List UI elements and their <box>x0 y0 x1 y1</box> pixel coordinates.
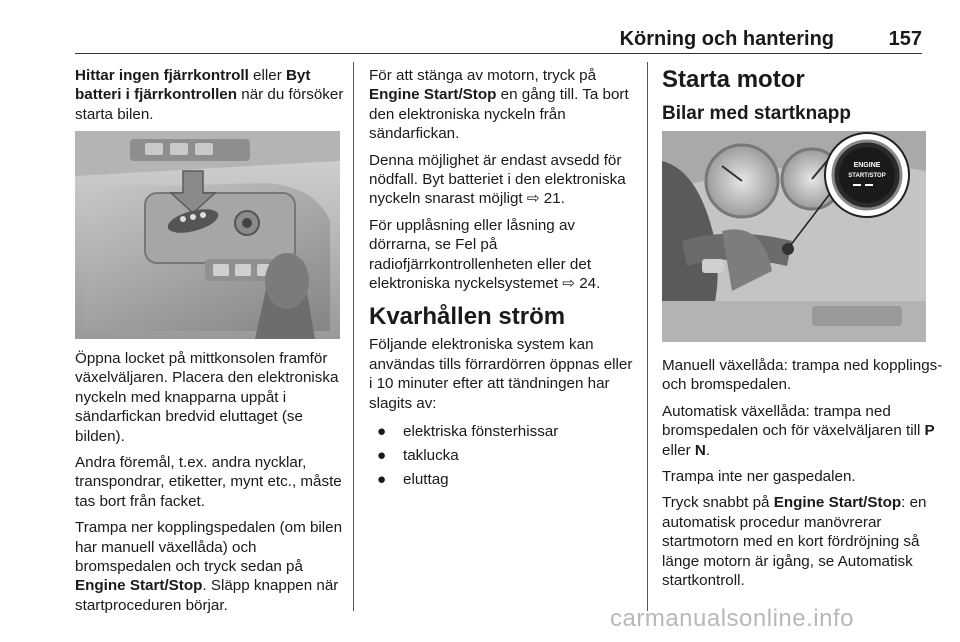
list-item: ● eluttag <box>377 471 449 489</box>
column-1-body <box>75 349 347 622</box>
bold-term: Engine Start/Stop <box>369 86 497 104</box>
col3-para3: Trampa inte ner gaspedalen. <box>662 468 856 486</box>
bullet-list <box>369 420 635 492</box>
section-heading-kvarhallen: Kvarhållen ström <box>369 303 566 331</box>
list-item: ● taklucka <box>377 447 459 465</box>
section-title: Körning och hantering <box>619 28 834 50</box>
column-divider-1 <box>353 62 354 611</box>
col2-para2: Denna möjlighet är endast avsedd för nödfall. Byt batteriet i den elektroniska nyckeln snarast möjligt ⇨ 21. <box>369 151 626 208</box>
column-3 <box>662 66 944 126</box>
column-2 <box>369 66 635 492</box>
start-stop-label: START/STOP <box>848 173 886 179</box>
list-item: ● elektriska fönsterhissar <box>377 423 559 441</box>
header-divider <box>75 53 922 54</box>
col3-para4: Tryck snabbt på Engine Start/Stop: en automatisk procedur manövrerar startmotorn med en kort fördröjning så länge motorn är igång, se Automatisk startkontroll. <box>662 494 927 590</box>
page-header <box>75 28 922 54</box>
watermark: carmanualsonline.info <box>610 605 854 632</box>
column-divider-2 <box>647 62 648 611</box>
col2-para4: Följande elektroniska system kan användas tills förrardörren öppnas eller i 10 minuter efter att tändningen har slagits av: <box>369 336 633 412</box>
engine-label: ENGINE <box>853 162 881 169</box>
col1-para1: Hittar ingen fjärrkontroll eller Byt batteri i fjärrkontrollen när du försöker starta bilen. <box>75 67 344 123</box>
console-key-slot-image <box>75 131 340 339</box>
col2-para1: För att stänga av motorn, tryck på Engine Start/Stop en gång till. Ta bort den elektroniska nyckeln från sändarfickan. <box>369 67 629 143</box>
steering-wheel-start-button-image <box>662 131 926 342</box>
col3-para1: Manuell växellåda: trampa ned kopplings- och bromspedalen. <box>662 357 943 394</box>
col1-para3: Andra föremål, t.ex. andra nycklar, transpondrar, etiketter, mynt etc., måste tas bort från facket. <box>75 454 342 510</box>
column-3-body <box>662 356 950 597</box>
bold-term: Hittar ingen fjärrkontroll <box>75 67 249 84</box>
bold-term: P <box>924 422 935 440</box>
col1-para4: Trampa ner kopplingspedalen (om bilen har manuell växellåda) och bromspedalen och tryck sedan på Engine Start/Stop. Släpp knappen när startproceduren börjar. <box>75 519 343 614</box>
col2-para3: För upplåsning eller låsning av dörrarna, se Fel på radiofjärrkontrollenheten eller det elektroniska nyckelsystemet ⇨ 24. <box>369 216 601 293</box>
col3-para2: Automatisk växellåda: trampa ned bromspedalen och för växelväljaren till P eller N. <box>662 402 935 459</box>
column-1 <box>75 66 345 131</box>
bold-term: N <box>694 441 706 459</box>
bold-term: Engine Start/Stop <box>773 494 902 512</box>
subheading-startknapp: Bilar med startknapp <box>662 103 851 124</box>
section-heading-starta-motor: Starta motor <box>662 66 805 93</box>
col1-para2: Öppna locket på mittkonsolen framför växelväljaren. Placera den elektroniska nyckeln med knapparna uppåt i sändarfickan bredvid eluttaget (se bilden). <box>75 350 339 445</box>
page-number: 157 <box>888 28 922 50</box>
bold-term: Engine Start/Stop <box>75 577 203 595</box>
bold-term: Byt batteri i fjärrkontrollen <box>75 67 311 104</box>
